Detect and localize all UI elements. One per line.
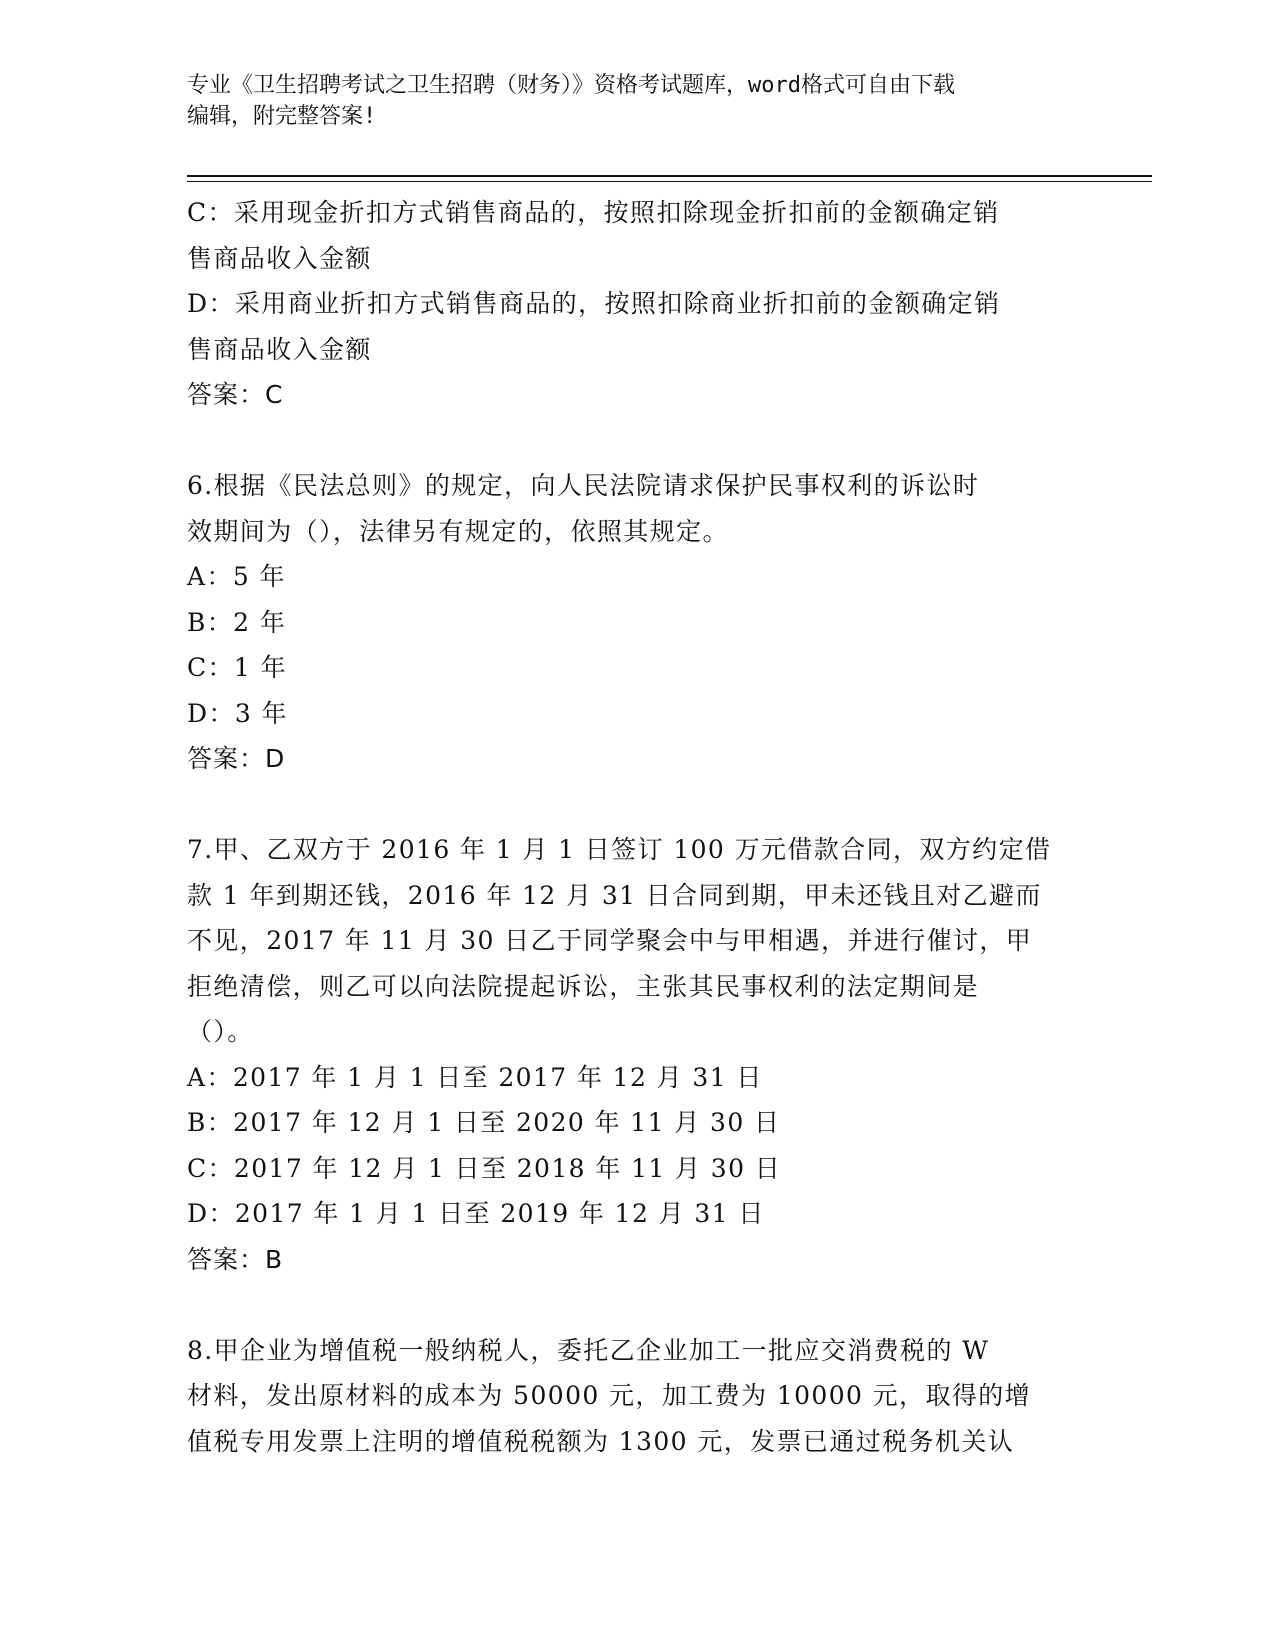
question-body bbox=[187, 190, 1077, 1464]
question-8 bbox=[187, 1328, 1077, 1465]
question-6 bbox=[187, 463, 1077, 782]
answer-label: 答案：B bbox=[187, 1244, 284, 1274]
question-text-line-2: 效期间为（），法律另有规定的，依照其规定。 bbox=[187, 516, 729, 546]
option-c-line-2: 售商品收入金额 bbox=[187, 243, 372, 273]
header-title-line-2: 编辑，附完整答案! bbox=[187, 104, 377, 129]
option-b: B：2017 年 12 月 1 日至 2020 年 11 月 30 日 bbox=[187, 1108, 781, 1137]
option-a: A：5 年 bbox=[187, 562, 286, 591]
question-7 bbox=[187, 827, 1077, 1282]
question-text-line-4: 拒绝清偿，则乙可以向法院提起诉讼，主张其民事权利的法定期间是 bbox=[187, 971, 980, 1001]
option-a: A：2017 年 1 月 1 日至 2017 年 12 月 31 日 bbox=[187, 1062, 763, 1092]
question-text-line-2: 材料，发出原材料的成本为 50000 元，加工费为 10000 元，取得的增 bbox=[187, 1381, 1032, 1410]
spacer bbox=[187, 1282, 1077, 1328]
option-d-line-2: 售商品收入金额 bbox=[187, 334, 372, 364]
question-text-line-5: （）。 bbox=[187, 1017, 254, 1046]
answer-label: 答案：C bbox=[187, 380, 284, 409]
option-c-line-1: C：采用现金折扣方式销售商品的，按照扣除现金折扣前的金额确定销 bbox=[187, 198, 1000, 227]
header-divider-thin bbox=[187, 181, 1152, 182]
spacer bbox=[187, 782, 1077, 828]
question-text-line-1: 7.甲、乙双方于 2016 年 1 月 1 日签订 100 万元借款合同，双方约定借 bbox=[187, 835, 1052, 864]
question-5-continued bbox=[187, 190, 1077, 418]
spacer bbox=[187, 418, 1077, 464]
header-title-line-1: 专业《卫生招聘考试之卫生招聘（财务）》资格考试题库，word格式可自由下载 bbox=[187, 73, 955, 98]
question-text-line-2: 款 1 年到期还钱，2016 年 12 月 31 日合同到期，甲未还钱且对乙避而 bbox=[187, 880, 1042, 910]
answer-label: 答案：D bbox=[187, 744, 286, 773]
option-d: D：2017 年 1 月 1 日至 2019 年 12 月 31 日 bbox=[187, 1199, 765, 1228]
question-text-line-3: 值税专用发票上注明的增值税税额为 1300 元，发票已通过税务机关认 bbox=[187, 1426, 1015, 1456]
option-d: D：3 年 bbox=[187, 698, 288, 728]
option-d-line-1: D：采用商业折扣方式销售商品的，按照扣除商业折扣前的金额确定销 bbox=[187, 289, 1001, 318]
question-text-line-1: 8.甲企业为增值税一般纳税人，委托乙企业加工一批应交消费税的 W bbox=[187, 1335, 990, 1365]
question-text-line-3: 不见，2017 年 11 月 30 日乙于同学聚会中与甲相遇，并进行催讨，甲 bbox=[187, 926, 1033, 955]
header-divider-thick bbox=[187, 175, 1152, 177]
option-b: B：2 年 bbox=[187, 607, 287, 637]
page-header bbox=[187, 70, 1067, 132]
question-text-line-1: 6.根据《民法总则》的规定，向人民法院请求保护民事权利的诉讼时 bbox=[187, 471, 980, 500]
option-c: C：1 年 bbox=[187, 653, 287, 682]
option-c: C：2017 年 12 月 1 日至 2018 年 11 月 30 日 bbox=[187, 1153, 782, 1183]
